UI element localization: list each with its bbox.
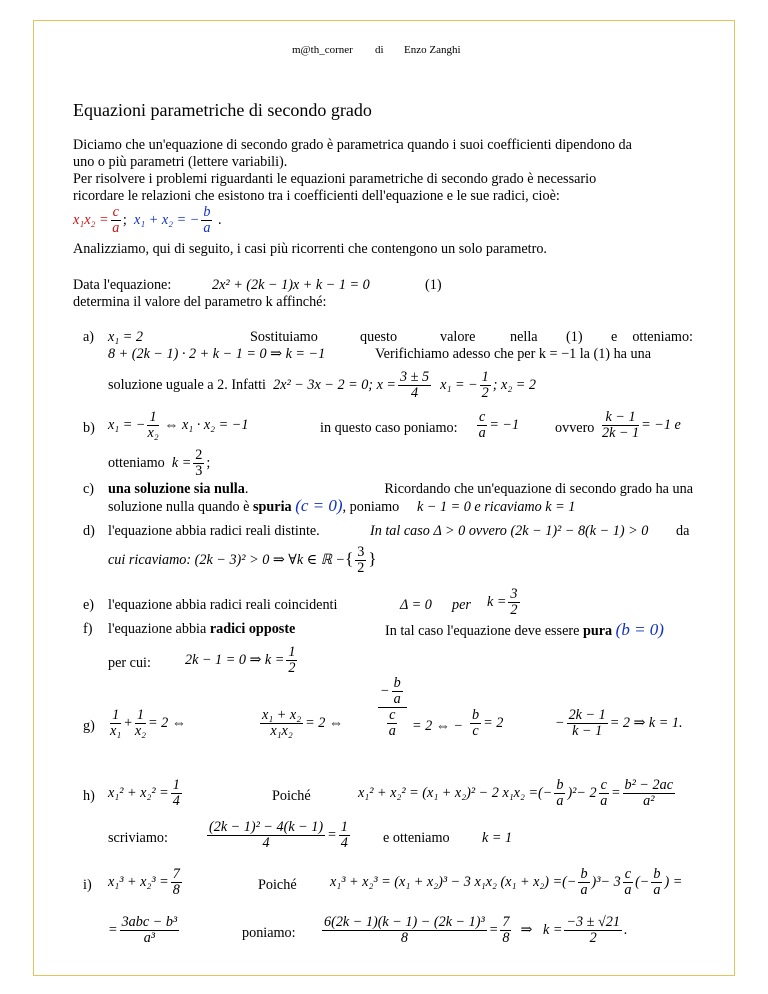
- item-d-delta: In tal caso Δ > 0 ovvero (2k − 1)² − 8(k − 1) > 0: [370, 523, 649, 539]
- item-f-text: l'equazione abbia radici opposte: [108, 621, 296, 637]
- item-i-poiche: Poiché: [258, 877, 297, 893]
- item-i-line2a: = $\frac{\text{3abc − b³}}{\text{a³}}$: [108, 914, 178, 946]
- item-f-result: 2k − 1 = 0 ⇒ k = $\frac{1}{2}$: [185, 644, 296, 676]
- header-di: di: [375, 44, 384, 56]
- item-f-percui: per cui:: [108, 655, 151, 671]
- item-h-equation: $\frac{\text{(2k − 1)² − 4(k − 1)}}{4}$ = $\frac{1}{4}$: [209, 819, 348, 851]
- item-i-condition: x₁³ + x₂³ = $\frac{7}{8}$: [108, 866, 180, 898]
- determine-text: determina il valore del parametro k affinché:: [73, 294, 327, 310]
- item-i-identity: x₁³ + x₂³ = (x₁ + x₂)³ − 3 x₁x₂ (x₁ + x₂) =(− $\frac{b}{a}$ )³− 3 $\frac{c}{a}$ (− $\frac{b}{a}$ ) =: [330, 866, 683, 898]
- item-c-label: c): [83, 481, 95, 497]
- item-g-part3: − $\frac{b}{a}$ $\frac{c}{a}$: [376, 676, 409, 739]
- item-g-part6: − $\frac{2k - 1}{k - 1}$ = 2 ⇒ k = 1.: [555, 707, 683, 739]
- item-f-label: f): [83, 621, 93, 637]
- item-d-text: l'equazione abbia radici reali distinte.: [108, 523, 320, 539]
- item-c-line2: soluzione nulla quando è spuria (c = 0), poniamo k − 1 = 0 e ricaviamo k = 1: [108, 496, 576, 515]
- analysis-text: Analizziamo, qui di seguito, i casi più ricorrenti che contengono un solo parametro.: [73, 241, 547, 257]
- item-h-otteniamo: e otteniamo: [383, 830, 450, 846]
- coefficient-relations: x₁x₂ = $\frac{c}{a}$ ; x₁ + x₂ = − $\frac{b}{a}$ .: [73, 204, 222, 236]
- item-h-scriviamo: scriviamo:: [108, 830, 168, 846]
- item-d-label: d): [83, 523, 95, 539]
- item-h-label: h): [83, 788, 95, 804]
- item-a-word: e: [611, 329, 618, 345]
- item-e-text: l'equazione abbia radici reali coincidenti: [108, 597, 338, 613]
- item-g-part1: $\frac{1}{\text{x₁}}$ + $\frac{1}{\text{x₂}}$ = 2 ⇔: [110, 707, 186, 739]
- item-a-verify: Verifichiamo adesso che per k = −1 la (1) ha una: [375, 346, 652, 362]
- item-a-condition: x₁ = 2: [108, 329, 143, 345]
- item-h-result: k = 1: [482, 830, 513, 846]
- item-a-word: (1): [566, 329, 583, 345]
- item-c-text: Ricordando che un'equazione di secondo grado ha una: [384, 481, 693, 497]
- item-b-text: in questo caso poniamo:: [320, 420, 458, 436]
- item-c-line1: una soluzione sia nulla.: [108, 481, 249, 497]
- data-label: Data l'equazione:: [73, 277, 172, 293]
- header-site: m@th_corner: [292, 44, 353, 56]
- item-e-k: k = $\frac{3}{2}$: [487, 586, 518, 618]
- item-h-poiche: Poiché: [272, 788, 311, 804]
- intro-line-3: Per risolvere i problemi riguardanti le equazioni parametriche di secondo grado è necessario: [73, 171, 597, 187]
- page-title: Equazioni parametriche di secondo grado: [73, 100, 372, 120]
- item-h-identity: x₁² + x₂² = (x₁ + x₂)² − 2 x₁x₂ =(− $\frac{b}{a}$ )²− 2 $\frac{c}{a}$ = $\frac{\text{b² − 2ac}}{\text{a²}}$: [358, 777, 674, 809]
- item-i-label: i): [83, 877, 92, 893]
- item-g-part2: $\frac{\text{x₁ + x₂}}{\text{x₁x₂}}$ = 2 ⇔: [262, 707, 344, 739]
- item-d-da: da: [676, 523, 690, 539]
- item-e-delta: Δ = 0: [400, 597, 432, 613]
- item-e-label: e): [83, 597, 95, 613]
- item-h-condition: x₁² + x₂² = $\frac{1}{4}$: [108, 777, 180, 809]
- intro-line-1: Diciamo che un'equazione di secondo grado è parametrica quando i suoi coefficienti dipendono da: [73, 137, 632, 153]
- item-b-condition: x₁ = − $\frac{1}{\text{x₂}}$ ⇔ x₁ · x₂ = −1: [108, 409, 249, 441]
- item-d-result: cui ricaviamo: (2k − 3)² > 0 ⇒ ∀k ∈ ℝ −{ $\frac{3}{2}$ }: [108, 544, 377, 576]
- item-b-label: b): [83, 420, 95, 436]
- header-author: Enzo Zanghi: [404, 44, 461, 56]
- equation-number: (1): [425, 277, 442, 293]
- item-g-part4: = 2 ⇔ −: [412, 718, 464, 734]
- intro-line-2: uno o più parametri (lettere variabili).: [73, 154, 288, 170]
- item-i-poniamo: poniamo:: [242, 925, 296, 941]
- item-a-word: Sostituiamo: [250, 329, 318, 345]
- item-f-text2: In tal caso l'equazione deve essere pura (b = 0): [385, 620, 664, 639]
- intro-line-4: ricordare le relazioni che esistono tra i coefficienti dell'equazione e le sue radici, cioè:: [73, 188, 560, 204]
- item-i-equation: $\frac{\text{6(2k − 1)(k − 1) − (2k − 1)³}}{8}$ = $\frac{7}{8}$ ⇒ k = $\frac{-3 \pm √21}{2}$ .: [324, 914, 628, 946]
- item-b-ca: $\frac{c}{a}$ = −1: [478, 409, 520, 441]
- item-a-word: nella: [510, 329, 538, 345]
- item-g-part5: $\frac{b}{c}$ = 2: [472, 707, 504, 739]
- item-a-word: valore: [440, 329, 476, 345]
- main-equation: 2x² + (2k − 1)x + k − 1 = 0: [212, 277, 370, 293]
- item-a-label: a): [83, 329, 95, 345]
- item-e-per: per: [452, 597, 471, 613]
- item-a-word: questo: [360, 329, 398, 345]
- item-b-ovvero: ovvero: [555, 420, 595, 436]
- item-a-substitution: 8 + (2k − 1) · 2 + k − 1 = 0 ⇒ k = −1: [108, 346, 326, 362]
- item-b-kfrac: $\frac{k - 1}{2k - 1}$ = −1 e: [602, 409, 681, 441]
- item-g-label: g): [83, 718, 95, 734]
- item-a-word: otteniamo:: [632, 329, 693, 345]
- item-a-line3: soluzione uguale a 2. Infatti 2x² − 3x − 2 = 0; x = $\frac{3 \pm 5}{4}$ x₁ = − $\frac{1}{2}$ ; x₂ = 2: [108, 369, 537, 401]
- item-b-result: otteniamo k = $\frac{2}{3}$ ;: [108, 447, 211, 479]
